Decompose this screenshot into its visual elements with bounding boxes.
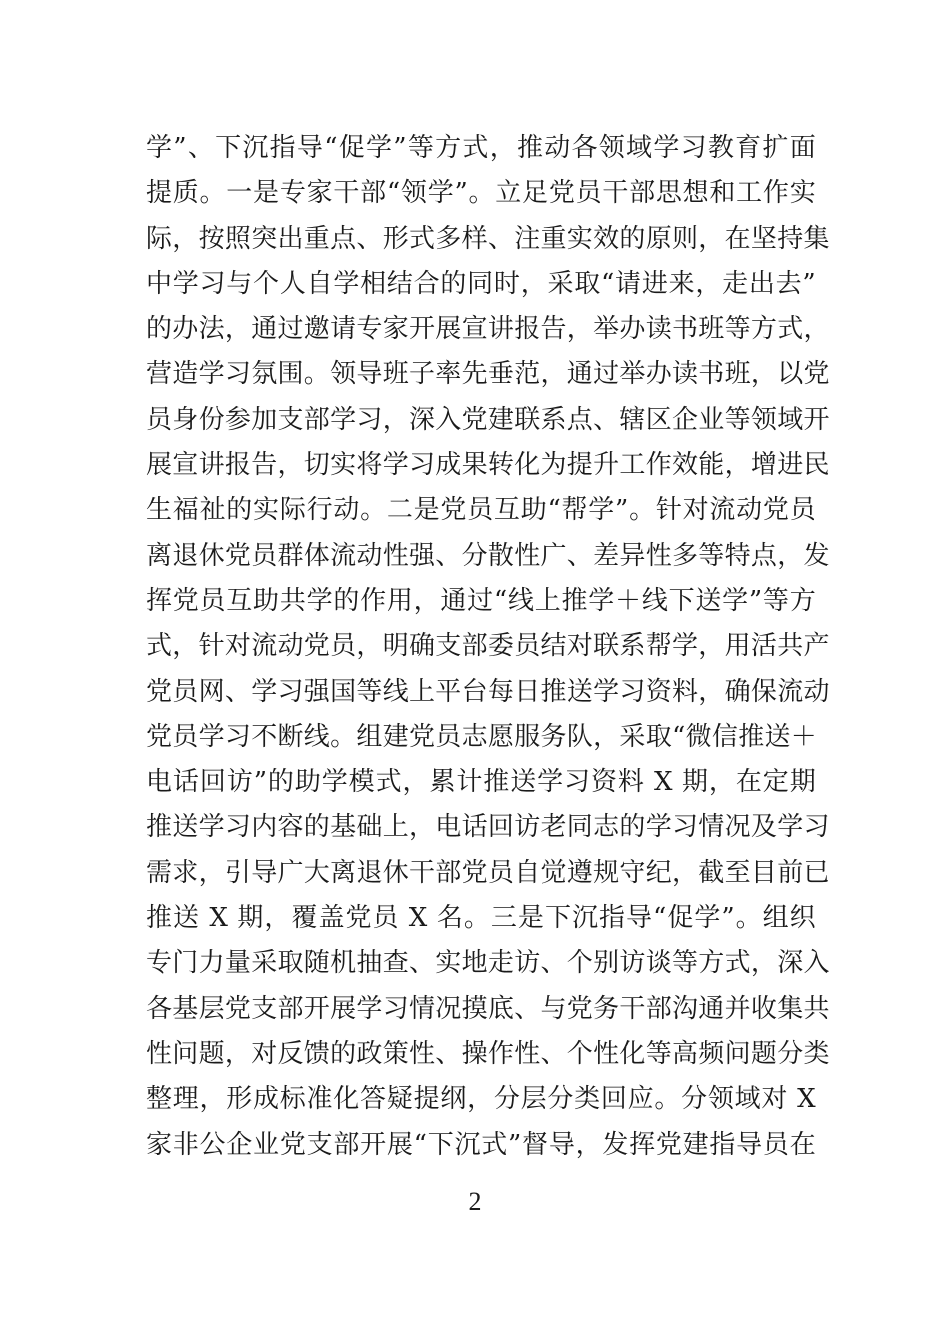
text-line: 中学习与个人自学相结合的同时，采取“请进来，走出去”: [146, 268, 816, 299]
text-line: 营造学习氛围。领导班子率先垂范，通过举办读书班，以党: [146, 359, 830, 390]
text-line: 挥党员互助共学的作用，通过“线上推学＋线下送学”等方: [146, 585, 816, 616]
text-line: 推送 X 期，覆盖党员 X 名。三是下沉指导“促学”。组织: [146, 903, 816, 934]
text-line: 电话回访”的助学模式，累计推送学习资料 X 期，在定期: [146, 767, 816, 798]
text-line: 展宣讲报告，切实将学习成果转化为提升工作效能，增进民: [146, 450, 830, 481]
text-line: 性问题，对反馈的政策性、操作性、个性化等高频问题分类: [146, 1038, 830, 1069]
text-line: 专门力量采取随机抽查、实地走访、个别访谈等方式，深入: [146, 948, 830, 979]
text-line: 生福祉的实际行动。二是党员互助“帮学”。针对流动党员: [146, 495, 816, 526]
text-line: 际，按照突出重点、形式多样、注重实效的原则，在坚持集: [146, 223, 830, 254]
text-line: 家非公企业党支部开展“下沉式”督导，发挥党建指导员在: [146, 1129, 816, 1160]
text-line: 员身份参加支部学习，深入党建联系点、辖区企业等领域开: [146, 404, 830, 435]
text-line: 学”、下沉指导“促学”等方式，推动各领域学习教育扩面: [146, 133, 816, 163]
text-line: 的办法，通过邀请专家开展宣讲报告，举办读书班等方式，: [146, 314, 830, 345]
text-line: 提质。一是专家干部“领学”。立足党员干部思想和工作实: [146, 178, 816, 209]
page-number: 2: [468, 1187, 482, 1216]
text-line: 离退休党员群体流动性强、分散性广、差异性多等特点，发: [146, 540, 830, 571]
text-line: 推送学习内容的基础上，电话回访老同志的学习情况及学习: [146, 812, 830, 843]
body-text: [146, 126, 830, 1168]
text-line: 党员网、学习强国等线上平台每日推送学习资料，确保流动: [146, 676, 830, 707]
text-line: 式，针对流动党员，明确支部委员结对联系帮学，用活共产: [146, 631, 830, 662]
text-line: 需求，引导广大离退休干部党员自觉遵规守纪，截至目前已: [146, 857, 830, 888]
text-line: 整理，形成标准化答疑提纲，分层分类回应。分领域对 X: [146, 1084, 816, 1115]
text-line: 各基层党支部开展学习情况摸底、与党务干部沟通并收集共: [146, 993, 830, 1024]
text-line: 党员学习不断线。组建党员志愿服务队，采取“微信推送＋: [146, 721, 818, 752]
